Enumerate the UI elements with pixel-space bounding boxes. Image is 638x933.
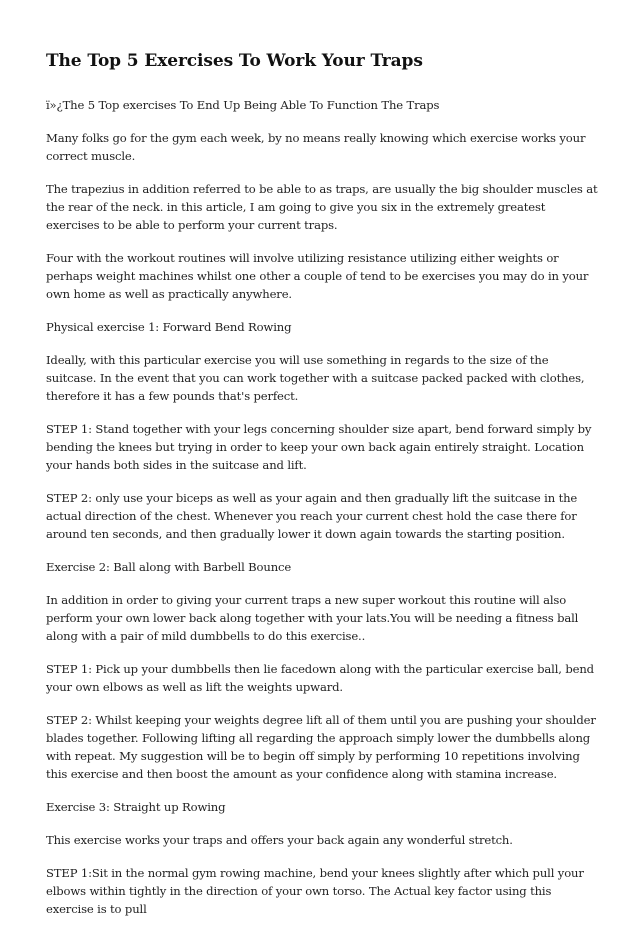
- workout-overview-paragraph: Four with the workout routines will involve utilizing resistance utilizing either weights or perhaps weight machines whilst one other a couple of tend to be exercises you may do in your own home as well as practically anywhere.: [46, 251, 589, 301]
- exercise-2-step-1: STEP 1: Pick up your dumbbells then lie facedown along with the particular exercise ball, bend your own elbows as well as lift the weights upward.: [46, 662, 594, 694]
- document-title: The Top 5 Exercises To Work Your Traps: [46, 51, 423, 71]
- exercise-2-description: In addition in order to giving your current traps a new super workout this routine will also perform your own lower back along together with your lats.You will be needing a fitness ball along with a pair of mild dumbbells to do this exercise..: [46, 593, 579, 643]
- document-page: [46, 50, 598, 933]
- exercise-3-heading: Exercise 3: Straight up Rowing: [46, 800, 226, 814]
- exercise-3-description: This exercise works your traps and offers your back again any wonderful stretch.: [46, 833, 513, 847]
- exercise-1-description: Ideally, with this particular exercise you will use something in regards to the size of the suitcase. In the event that you can work together with a suitcase packed packed with clothes, therefore it has a few pounds that's perfect.: [46, 353, 585, 403]
- exercise-2-step-2: STEP 2: Whilst keeping your weights degree lift all of them until you are pushing your shoulder blades together. Following lifting all regarding the approach simply lower the dumbbells along with repeat. My suggestion will be to begin off simply by performing 10 repetitions involving this exercise and then boost the amount as your confidence along with stamina increase.: [46, 713, 596, 781]
- exercise-1-step-1: STEP 1: Stand together with your legs concerning shoulder size apart, bend forward simply by bending the knees but trying in order to keep your own back again entirely straight. Location your hands both sides in the suitcase and lift.: [46, 422, 592, 472]
- exercise-1-step-2: STEP 2: only use your biceps as well as your again and then gradually lift the suitcase in the actual direction of the chest. Whenever you reach your current chest hold the case there for around ten seconds, and then gradually lower it down again towards the starting position.: [46, 491, 578, 541]
- trapezius-paragraph: The trapezius in addition referred to be able to as traps, are usually the big shoulder muscles at the rear of the neck. in this article, I am going to give you six in the extremely greatest exercises to be able to perform your current traps.: [46, 182, 598, 232]
- exercise-2-heading: Exercise 2: Ball along with Barbell Bounce: [46, 560, 292, 574]
- intro-paragraph: Many folks go for the gym each week, by no means really knowing which exercise works your correct muscle.: [46, 131, 586, 163]
- exercise-3-step-1: STEP 1:Sit in the normal gym rowing machine, bend your knees slightly after which pull your elbows within tightly in the direction of your own torso. The Actual key factor using this exercise is to pull: [46, 866, 584, 916]
- subtitle-paragraph: ï»¿The 5 Top exercises To End Up Being Able To Function The Traps: [46, 98, 440, 112]
- exercise-1-heading: Physical exercise 1: Forward Bend Rowing: [46, 320, 292, 334]
